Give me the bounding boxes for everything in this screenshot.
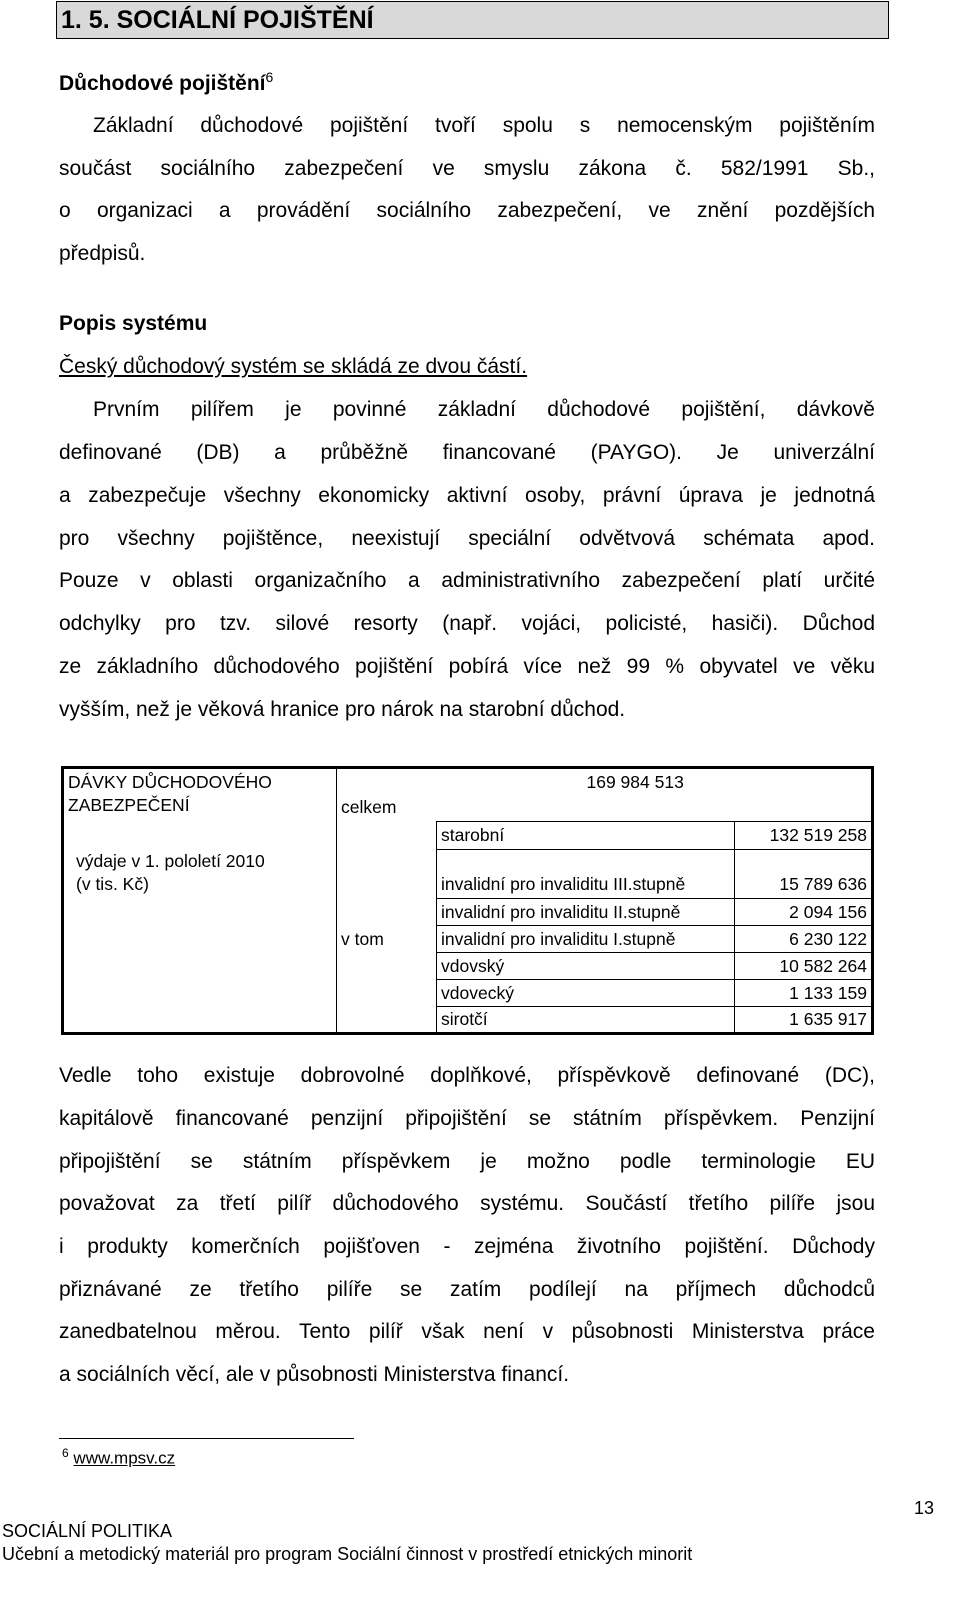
para1-line: o organizaci a provádění sociálního zabezpečení, ve znění pozdějších [59,199,875,222]
benefit-label: invalidní pro invaliditu II.stupně [437,899,735,926]
benefit-label: sirotčí [437,1007,735,1034]
benefit-value: 2 094 156 [735,899,873,926]
footnote-number: 6 [62,1446,69,1460]
empty-cell [337,850,437,899]
page-number: 13 [914,1498,935,1518]
benefit-value: 1 635 917 [735,1007,873,1034]
para2-line: a zabezpečuje všechny ekonomicky aktivní osoby, právní úprava je jednotná [59,484,875,507]
footer-title: SOCIÁLNÍ POLITIKA [2,1521,173,1541]
benefit-value: 15 789 636 [735,850,873,899]
empty-cell [63,899,337,1034]
expense-caption-line: (v tis. Kč) [76,873,149,894]
empty-cell [337,899,437,926]
of-which-label: v tom [341,928,384,949]
total-label: celkem [341,796,397,817]
benefit-value: 132 519 258 [735,822,873,850]
para2-line: pro všechny pojištěnce, neexistují speciální odvětvová schémata apod. [59,527,875,550]
pension-benefits-table [61,766,874,1035]
table-row [63,899,873,926]
empty-cell [337,953,437,980]
subsection-title-pension [59,69,273,96]
expense-caption-line: výdaje v 1. pololetí 2010 [76,850,265,871]
para3-line: považovat za třetí pilíř důchodového systému. Součástí třetího pilíře jsou [59,1192,875,1215]
benefit-label: vdovský [437,953,735,980]
para3-line: Vedle toho existuje dobrovolné doplňkové, příspěvkově definované (DC), [59,1064,875,1087]
table-row [63,768,873,822]
para3-line: a sociálních věcí, ale v působnosti Ministerstva financí. [59,1363,570,1386]
table-row [63,822,873,850]
benefit-value: 1 133 159 [735,980,873,1007]
para2-line: vyšším, než je věková hranice pro nárok na starobní důchod. [59,698,626,721]
para3-line: i produkty komerčních pojišťoven - zejména životního pojištění. Důchody [59,1235,875,1258]
table-title-line: ZABEZPEČENÍ [68,795,190,815]
footnote-ref: 6 [265,69,274,85]
benefit-label: invalidní pro invaliditu I.stupně [437,926,735,953]
para2-line: odchylky pro tzv. silové resorty (např. vojáci, policisté, hasiči). Důchod [59,612,875,635]
para2-line: Prvním pilířem je povinné základní důchodové pojištění, dávkově [93,398,875,421]
total-value: 169 984 513 [586,772,684,792]
expense-caption-cell [63,822,337,899]
footnote-divider [59,1438,354,1439]
para1-line: předpisů. [59,242,146,265]
footnote [62,1446,175,1469]
empty-cell [337,822,437,850]
para2-line: Pouze v oblasti organizačního a administrativního zabezpečení platí určité [59,569,875,592]
para3-line: přiznávané ze třetího pilíře se zatím podílejí na příjmech důchodců [59,1278,875,1301]
para3-line: připojištění se státním příspěvkem je možno podle terminologie EU [59,1150,875,1173]
empty-cell [337,1007,437,1034]
para3-line: zanedbatelnou měrou. Tento pilíř však není v působnosti Ministerstva práce [59,1320,875,1343]
table-title-cell [63,768,337,822]
para3-line: kapitálově financované penzijní připojištění se státním příspěvkem. Penzijní [59,1107,875,1130]
para2-line: definované (DB) a průběžně financované (PAYGO). Je univerzální [59,441,875,464]
section-heading: 1. 5. SOCIÁLNÍ POJIŠTĚNÍ [56,1,889,39]
intro-line: Český důchodový systém se skládá ze dvou částí. [59,355,528,378]
benefit-value: 10 582 264 [735,953,873,980]
benefit-value: 6 230 122 [735,926,873,953]
benefit-label: vdovecký [437,980,735,1007]
para1-line: součást sociálního zabezpečení ve smyslu zákona č. 582/1991 Sb., [59,157,875,180]
empty-cell [337,980,437,1007]
para2-line: ze základního důchodového pojištění pobírá více než 99 % obyvatel ve věku [59,655,875,678]
table-title-line: DÁVKY DŮCHODOVÉHO [68,772,272,792]
subsection-title-text: Důchodové pojištění [59,72,266,95]
footer-subtitle: Učební a metodický materiál pro program Sociální činnost v prostředí etnických minorit [2,1544,693,1564]
benefit-label: starobní [437,822,735,850]
subsection-title-system: Popis systému [59,312,208,335]
para1-line: Základní důchodové pojištění tvoří spolu s nemocenským pojištěním [93,114,875,137]
footnote-link[interactable]: www.mpsv.cz [73,1448,176,1468]
benefit-label: invalidní pro invaliditu III.stupně [437,850,735,899]
